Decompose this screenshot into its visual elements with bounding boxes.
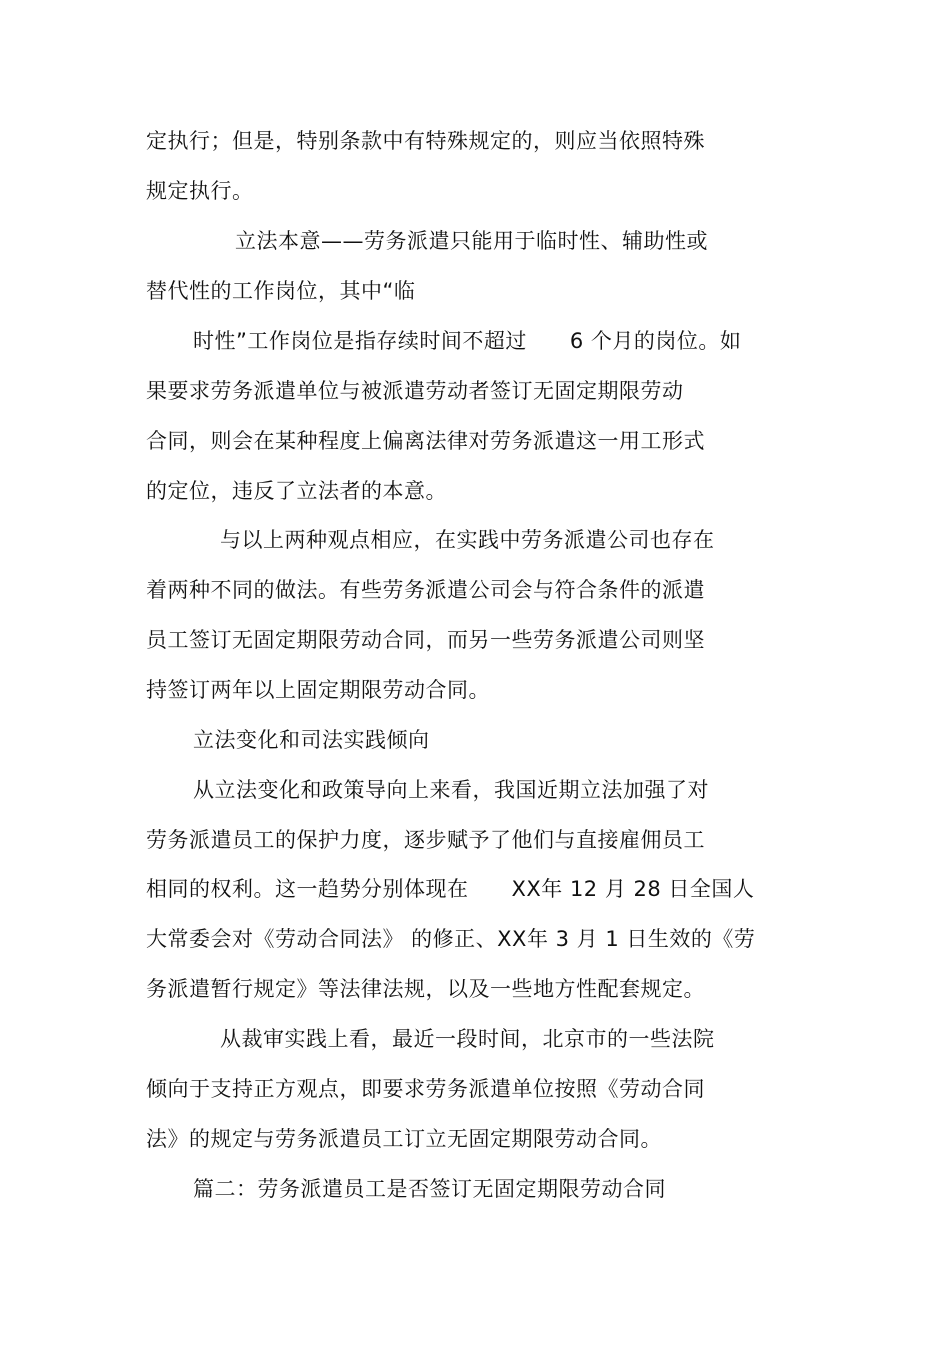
text-line: 法》的规定与劳务派遣员工订立无固定期限劳动合同。 [146, 1127, 662, 1151]
text-line: 持签订两年以上固定期限劳动合同。 [146, 678, 490, 702]
text-line: 着两种不同的做法。有些劳务派遣公司会与符合条件的派遣 [146, 578, 705, 602]
text-line: 从裁审实践上看，最近一段时间，北京市的一些法院 [220, 1027, 715, 1051]
text-line: 定执行；但是，特别条款中有特殊规定的，则应当依照特殊 [146, 129, 705, 153]
section-heading: 篇二：劳务派遣员工是否签订无固定期限劳动合同 [193, 1177, 666, 1201]
text-line: 从立法变化和政策导向上来看，我国近期立法加强了对 [193, 778, 709, 802]
section-heading: 立法变化和司法实践倾向 [193, 728, 430, 752]
text-line: 务派遣暂行规定》等法律法规，以及一些地方性配套规定。 [146, 977, 705, 1001]
text-line: 立法本意——劳务派遣只能用于临时性、辅助性或 [235, 229, 708, 253]
text-line: 合同，则会在某种程度上偏离法律对劳务派遣这一用工形式 [146, 429, 705, 453]
text-line: 果要求劳务派遣单位与被派遣劳动者签订无固定期限劳动 [146, 379, 684, 403]
text-line: 大常委会对《劳动合同法》 的修正、XX年 3 月 1 日生效的《劳 [146, 927, 756, 951]
text-line: 与以上两种观点相应，在实践中劳务派遣公司也存在 [220, 528, 715, 552]
text-line: 的定位，违反了立法者的本意。 [146, 479, 447, 503]
text-line: 规定执行。 [146, 179, 254, 203]
text-line: 相同的权利。这一趋势分别体现在 XX年 12 月 28 日全国人 [146, 877, 755, 901]
text-line: 倾向于支持正方观点，即要求劳务派遣单位按照《劳动合同 [146, 1077, 705, 1101]
text-line: 劳务派遣员工的保护力度，逐步赋予了他们与直接雇佣员工 [146, 828, 705, 852]
text-line: 时性”工作岗位是指存续时间不超过 6 个月的岗位。如 [193, 329, 742, 353]
text-line: 员工签订无固定期限劳动合同，而另一些劳务派遣公司则坚 [146, 628, 705, 652]
text-line: 替代性的工作岗位，其中“临 [146, 279, 416, 303]
